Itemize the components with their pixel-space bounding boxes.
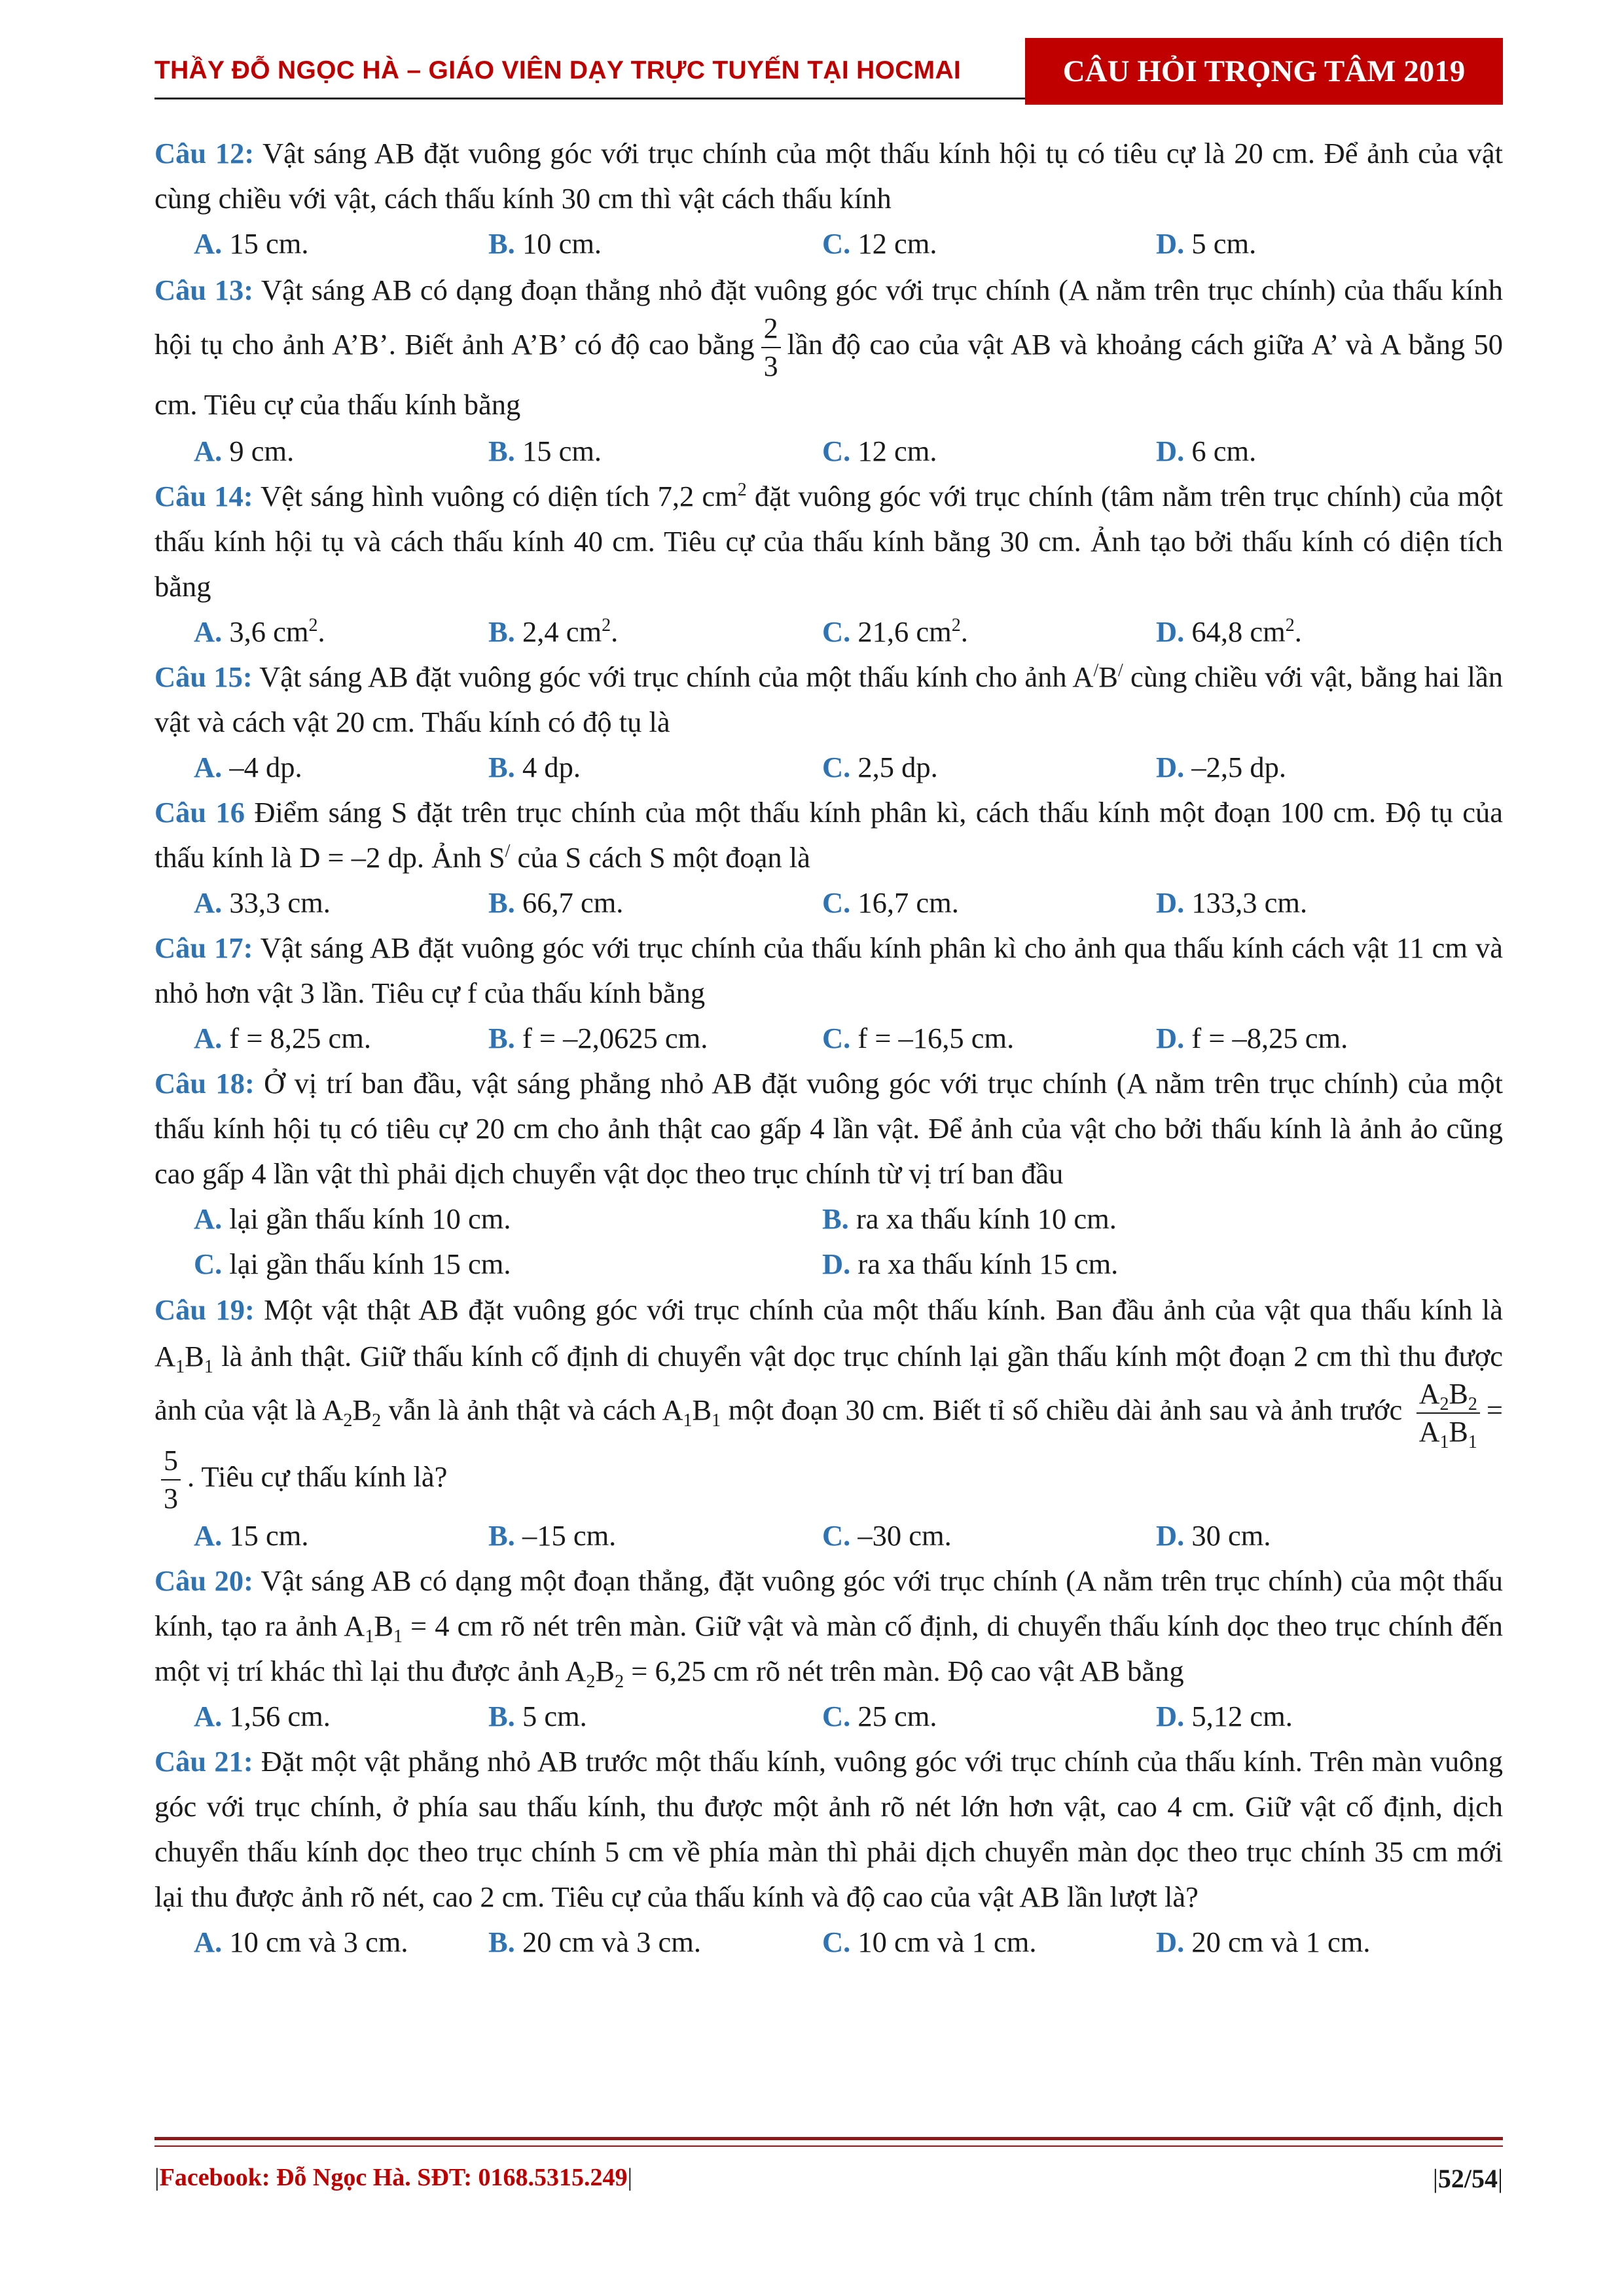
question-19 <box>154 1287 1503 1513</box>
answer-options <box>154 1196 1503 1242</box>
option-d[interactable] <box>1156 609 1490 655</box>
footer-divider-thin <box>154 2145 1503 2147</box>
option-letter: B. <box>488 615 515 648</box>
option-letter: C. <box>822 615 851 648</box>
question-text: Vật sáng AB đặt vuông góc với trục chính của thấu kính phân kì cho ảnh qua thấu kính cách vật 11 cm và nhỏ hơn vật 3 lần. Tiêu cự f của thấu kính bằng <box>154 931 1503 1009</box>
fraction-numerator <box>1416 1380 1480 1414</box>
answer-options <box>154 1920 1503 1965</box>
option-end: . <box>611 615 619 648</box>
frac-letter: A <box>1418 1416 1440 1448</box>
question-text-cont: B <box>595 1655 615 1687</box>
fraction-denominator: 3 <box>164 1482 178 1515</box>
option-b[interactable] <box>488 1513 822 1558</box>
question-list <box>154 131 1503 1965</box>
option-a[interactable] <box>154 221 488 266</box>
option-letter: A. <box>194 1926 223 1958</box>
option-c[interactable] <box>822 880 1156 925</box>
subscript: 1 <box>712 1410 721 1431</box>
equals-sign: = <box>1486 1393 1503 1427</box>
header-underline <box>154 98 1025 99</box>
option-letter: C. <box>822 1022 851 1054</box>
question-text: Điểm sáng S đặt trên trục chính của một thấu kính phân kì, cách thấu kính một đoạn 100 cm. Độ tụ của thấu kính là D = –2 dp. Ảnh S <box>154 796 1503 874</box>
header-teacher-title: THẦY ĐỖ NGỌC HÀ – GIÁO VIÊN DẠY TRỰC TUYẾN TẠI HOCMAI <box>154 56 962 84</box>
superscript: 2 <box>737 480 747 501</box>
question-17 <box>154 925 1503 1016</box>
question-text: Vệt sáng hình vuông có diện tích 7,2 cm <box>253 480 738 512</box>
superscript: 2 <box>1285 615 1295 636</box>
option-letter: C. <box>822 227 851 260</box>
option-letter: C. <box>822 1700 851 1732</box>
question-label: Câu 20: <box>154 1564 253 1597</box>
divider-bar: | <box>627 2164 633 2191</box>
answer-options <box>154 1513 1503 1558</box>
option-a[interactable] <box>154 1016 488 1061</box>
question-21 <box>154 1739 1503 1920</box>
page-header <box>154 38 1503 110</box>
option-text: 33,3 cm. <box>222 886 331 919</box>
option-text: 20 cm và 1 cm. <box>1184 1926 1371 1958</box>
question-text-cont: B <box>1098 660 1118 693</box>
option-c[interactable] <box>822 1513 1156 1558</box>
frac-letter: B <box>1449 1416 1468 1448</box>
question-text: Vật sáng AB đặt vuông góc với trục chính của một thấu kính cho ảnh A <box>252 660 1094 693</box>
option-text: 133,3 cm. <box>1184 886 1308 919</box>
option-text: f = 8,25 cm. <box>222 1022 372 1054</box>
option-text: 20 cm và 3 cm. <box>514 1926 702 1958</box>
option-text: ra xa thấu kính 15 cm. <box>850 1247 1119 1280</box>
question-16 <box>154 790 1503 880</box>
option-text: 30 cm. <box>1184 1519 1271 1552</box>
option-c[interactable] <box>154 1242 822 1287</box>
question-text-cont: B <box>692 1393 712 1427</box>
option-b[interactable] <box>488 1016 822 1061</box>
option-d[interactable] <box>1156 1920 1490 1965</box>
option-letter: B. <box>488 1022 515 1054</box>
option-d[interactable] <box>1156 1694 1490 1739</box>
subscript: 1 <box>175 1356 185 1377</box>
option-c[interactable] <box>822 221 1156 266</box>
option-text: 4 dp. <box>514 751 581 783</box>
option-text: 12 cm. <box>850 227 937 260</box>
answer-options <box>154 221 1503 266</box>
superscript: / <box>505 841 511 862</box>
subscript: 1 <box>1439 1431 1449 1452</box>
footer-contact <box>154 2163 632 2192</box>
question-text-cont: một đoạn 30 cm. Biết tỉ số chiều dài ảnh sau và ảnh trước <box>721 1393 1410 1427</box>
option-d[interactable] <box>1156 1513 1490 1558</box>
question-label: Câu 17: <box>154 931 253 964</box>
question-label: Câu 19: <box>154 1293 255 1326</box>
option-a[interactable] <box>154 429 488 474</box>
question-text: Đặt một vật phẳng nhỏ AB trước một thấu kính, vuông góc với trục chính của thấu kính. Trên màn vuông góc với trục chính, ở phía sau thấu kính, thu được một ảnh rõ nét lớn hơn vật, cao 4 cm. Giữ vật cố định, dịch chuyển thấu kính dọc theo trục chính 5 cm về phía màn thì phải dịch chuyển màn dọc theo trục chính 35 cm mới lại thu được ảnh rõ nét, cao 2 cm. Tiêu cự của thấu kính và độ cao của vật AB lần lượt là? <box>154 1745 1503 1913</box>
option-b[interactable] <box>488 429 822 474</box>
option-text: 15 cm. <box>222 1519 309 1552</box>
option-letter: D. <box>1156 615 1185 648</box>
answer-options <box>154 609 1503 655</box>
subscript: 2 <box>372 1410 382 1431</box>
option-letter: B. <box>488 227 515 260</box>
option-c[interactable] <box>822 1694 1156 1739</box>
option-text: 64,8 cm <box>1184 615 1286 648</box>
option-text: 5,12 cm. <box>1184 1700 1293 1732</box>
option-text: –15 cm. <box>514 1519 617 1552</box>
option-letter: A. <box>194 227 223 260</box>
option-d[interactable] <box>1156 880 1490 925</box>
option-letter: B. <box>488 886 515 919</box>
option-letter: B. <box>488 1519 515 1552</box>
subscript: 1 <box>393 1626 403 1647</box>
option-text: 2,4 cm <box>514 615 602 648</box>
question-text-cont: = 6,25 cm rõ nét trên màn. Độ cao vật AB bằng <box>624 1655 1184 1687</box>
question-text: Vật sáng AB có dạng đoạn thẳng nhỏ đặt vuông góc với trục chính (A nằm trên trục chính) của thấu kính hội tụ cho ảnh A’B’. Biết ảnh A’B’ có độ cao bằng <box>154 274 1503 361</box>
option-a[interactable] <box>154 880 488 925</box>
superscript: 2 <box>951 615 961 636</box>
option-end: . <box>960 615 968 648</box>
option-c[interactable] <box>822 609 1156 655</box>
option-text: 6 cm. <box>1184 435 1257 467</box>
footer-divider <box>154 2137 1503 2140</box>
option-text: 15 cm. <box>514 435 602 467</box>
question-text-cont: B <box>374 1609 393 1642</box>
option-text: –30 cm. <box>850 1519 952 1552</box>
question-text-cont: cùng chiều với vật, bằng hai lần vật và cách vật 20 cm. Thấu kính có độ tụ là <box>154 660 1503 738</box>
option-a[interactable] <box>154 745 488 790</box>
option-d[interactable] <box>1156 745 1490 790</box>
option-letter: C. <box>822 435 851 467</box>
option-letter: D. <box>1156 1700 1185 1732</box>
option-c[interactable] <box>822 745 1156 790</box>
option-text: –2,5 dp. <box>1184 751 1287 783</box>
question-text-cont: . Tiêu cự thấu kính là? <box>187 1460 448 1494</box>
page-number <box>1433 2163 1503 2194</box>
question-13 <box>154 266 1503 429</box>
frac-letter: A <box>1418 1378 1440 1410</box>
option-text: ra xa thấu kính 10 cm. <box>848 1202 1117 1235</box>
subscript: 2 <box>615 1671 624 1692</box>
answer-options <box>154 880 1503 925</box>
question-text-cont: B <box>185 1340 204 1372</box>
question-label: Câu 15: <box>154 660 253 693</box>
option-text: 10 cm. <box>514 227 602 260</box>
option-text: f = –16,5 cm. <box>850 1022 1015 1054</box>
subscript: 1 <box>683 1410 693 1431</box>
option-b[interactable] <box>488 609 822 655</box>
answer-options <box>154 1242 1503 1287</box>
question-text-cont: của S cách S một đoạn là <box>510 841 810 874</box>
page-number-text: 52/54 <box>1437 2164 1498 2193</box>
option-letter: D. <box>1156 227 1185 260</box>
option-letter: D. <box>1156 435 1185 467</box>
option-letter: C. <box>822 1519 851 1552</box>
divider-bar: | <box>1432 2164 1438 2193</box>
option-letter: B. <box>822 1202 849 1235</box>
option-letter: A. <box>194 435 223 467</box>
answer-options <box>154 1016 1503 1061</box>
option-letter: C. <box>822 751 851 783</box>
question-text-cont: đặt vuông góc với trục chính (tâm nằm trên trục chính) của một thấu kính hội tụ và cách thấu kính 40 cm. Tiêu cự của thấu kính bằng 30 cm. Ảnh tạo bởi thấu kính có diện tích bằng <box>154 480 1503 603</box>
option-letter: A. <box>194 1202 223 1235</box>
divider-bar: | <box>1497 2164 1503 2193</box>
question-text: Vật sáng AB có dạng một đoạn thẳng, đặt vuông góc với trục chính (A nằm trên trục chính) của một thấu kính, tạo ra ảnh A <box>154 1564 1503 1642</box>
subscript: 1 <box>204 1356 213 1377</box>
option-text: –4 dp. <box>222 751 302 783</box>
option-letter: C. <box>822 1926 851 1958</box>
option-letter: B. <box>488 1926 515 1958</box>
question-text: Vật sáng AB đặt vuông góc với trục chính của một thấu kính hội tụ có tiêu cự là 20 cm. Để ảnh của vật cùng chiều với vật, cách thấu kính 30 cm thì vật cách thấu kính <box>154 137 1503 215</box>
fraction <box>761 314 781 381</box>
option-d[interactable] <box>1156 429 1490 474</box>
option-b[interactable] <box>488 1694 822 1739</box>
option-letter: D. <box>822 1247 851 1280</box>
option-text: f = –8,25 cm. <box>1184 1022 1348 1054</box>
question-label: Câu 16 <box>154 796 245 829</box>
superscript: 2 <box>602 615 611 636</box>
option-letter: A. <box>194 751 223 783</box>
option-d[interactable] <box>1156 221 1490 266</box>
fraction-denominator: 3 <box>763 350 778 382</box>
question-label: Câu 14: <box>154 480 253 512</box>
option-text: 9 cm. <box>222 435 295 467</box>
option-letter: C. <box>822 886 851 919</box>
superscript: 2 <box>308 615 318 636</box>
option-text: 21,6 cm <box>850 615 952 648</box>
option-a[interactable] <box>154 1694 488 1739</box>
question-label: Câu 21: <box>154 1745 253 1778</box>
option-b[interactable] <box>488 1920 822 1965</box>
option-end: . <box>1294 615 1302 648</box>
subscript: 2 <box>586 1671 596 1692</box>
question-text-cont: vẫn là ảnh thật và cách A <box>381 1393 683 1427</box>
option-text: 5 cm. <box>514 1700 587 1732</box>
option-letter: A. <box>194 1700 223 1732</box>
frac-letter: B <box>1449 1378 1468 1410</box>
option-b[interactable] <box>822 1196 1490 1242</box>
option-d[interactable] <box>822 1242 1490 1287</box>
superscript: / <box>1117 660 1123 681</box>
option-letter: B. <box>488 751 515 783</box>
option-end: . <box>317 615 325 648</box>
option-text: 2,5 dp. <box>850 751 938 783</box>
divider-bar: | <box>154 2164 160 2191</box>
option-letter: D. <box>1156 1926 1185 1958</box>
option-letter: D. <box>1156 1519 1185 1552</box>
option-b[interactable] <box>488 745 822 790</box>
option-text: 15 cm. <box>222 227 309 260</box>
option-text: 1,56 cm. <box>222 1700 331 1732</box>
option-letter: A. <box>194 1022 223 1054</box>
question-label: Câu 12: <box>154 137 255 170</box>
superscript: / <box>1093 660 1099 681</box>
option-c[interactable] <box>822 1016 1156 1061</box>
option-text: 5 cm. <box>1184 227 1257 260</box>
option-a[interactable] <box>154 1920 488 1965</box>
header-topic-badge: CÂU HỎI TRỌNG TÂM 2019 <box>1025 38 1503 105</box>
question-15 <box>154 655 1503 745</box>
option-a[interactable] <box>154 1196 822 1242</box>
fraction <box>161 1446 181 1513</box>
option-c[interactable] <box>822 429 1156 474</box>
option-text: 25 cm. <box>850 1700 937 1732</box>
question-text: Ở vị trí ban đầu, vật sáng phẳng nhỏ AB đặt vuông góc với trục chính (A nằm trên trục chính) của một thấu kính hội tụ có tiêu cự 20 cm cho ảnh thật cao gấp 4 lần vật. Để ảnh của vật cho bởi thấu kính là ảnh ảo cũng cao gấp 4 lần vật thì phải dịch chuyển vật dọc theo trục chính từ vị trí ban đầu <box>154 1067 1503 1190</box>
answer-options <box>154 1694 1503 1739</box>
fraction-denominator <box>1416 1414 1480 1452</box>
question-text-cont: là ảnh thật. Giữ thấu kính cố định di chuyển vật dọc trục chính lại gần thấu kính một đoạn 2 cm thì thu được ảnh của vật là A <box>154 1340 1503 1427</box>
option-text: 12 cm. <box>850 435 937 467</box>
question-12 <box>154 131 1503 221</box>
option-c[interactable] <box>822 1920 1156 1965</box>
subscript: 1 <box>365 1626 374 1647</box>
option-text: 3,6 cm <box>222 615 309 648</box>
option-letter: B. <box>488 435 515 467</box>
option-text: lại gần thấu kính 15 cm. <box>222 1247 511 1280</box>
option-letter: A. <box>194 886 223 919</box>
fraction-numerator: 5 <box>161 1446 181 1480</box>
answer-options <box>154 745 1503 790</box>
footer-contact-text[interactable]: Facebook: Đỗ Ngọc Hà. SĐT: 0168.5315.249 <box>159 2164 628 2191</box>
option-letter: C. <box>194 1247 223 1280</box>
question-18 <box>154 1061 1503 1196</box>
option-a[interactable] <box>154 609 488 655</box>
option-letter: D. <box>1156 751 1185 783</box>
option-letter: A. <box>194 615 223 648</box>
question-text-cont: lần độ cao của vật AB và khoảng cách giữa A’ và A bằng 50 cm. Tiêu cự của thấu kính bằng <box>154 328 1503 421</box>
option-letter: D. <box>1156 886 1185 919</box>
option-b[interactable] <box>488 880 822 925</box>
subscript: 1 <box>1468 1431 1477 1452</box>
subscript: 2 <box>1439 1393 1449 1414</box>
question-label: Câu 18: <box>154 1067 255 1100</box>
answer-options <box>154 429 1503 474</box>
subscript: 2 <box>343 1410 353 1431</box>
question-20 <box>154 1558 1503 1694</box>
question-text-cont: = 4 cm rõ nét trên màn. Giữ vật và màn cố định, di chuyển thấu kính dọc theo trục chính đến một vị trí khác thì lại thu được ảnh A <box>154 1609 1504 1687</box>
fraction-numerator: 2 <box>761 314 781 348</box>
option-letter: D. <box>1156 1022 1185 1054</box>
option-text: lại gần thấu kính 10 cm. <box>222 1202 511 1235</box>
question-text: Một vật thật AB đặt vuông góc với trục chính của một thấu kính. Ban đầu ảnh của vật qua thấu kính là A <box>154 1293 1503 1372</box>
question-14 <box>154 474 1503 609</box>
question-label: Câu 13: <box>154 274 254 306</box>
option-text: f = –2,0625 cm. <box>514 1022 708 1054</box>
option-d[interactable] <box>1156 1016 1490 1061</box>
option-text: 10 cm và 3 cm. <box>222 1926 408 1958</box>
option-text: 66,7 cm. <box>514 886 624 919</box>
option-letter: A. <box>194 1519 223 1552</box>
question-text-cont: B <box>352 1393 372 1427</box>
option-letter: B. <box>488 1700 515 1732</box>
option-a[interactable] <box>154 1513 488 1558</box>
option-text: 10 cm và 1 cm. <box>850 1926 1037 1958</box>
option-b[interactable] <box>488 221 822 266</box>
ratio-fraction <box>1416 1378 1480 1452</box>
option-text: 16,7 cm. <box>850 886 959 919</box>
subscript: 2 <box>1468 1393 1477 1414</box>
